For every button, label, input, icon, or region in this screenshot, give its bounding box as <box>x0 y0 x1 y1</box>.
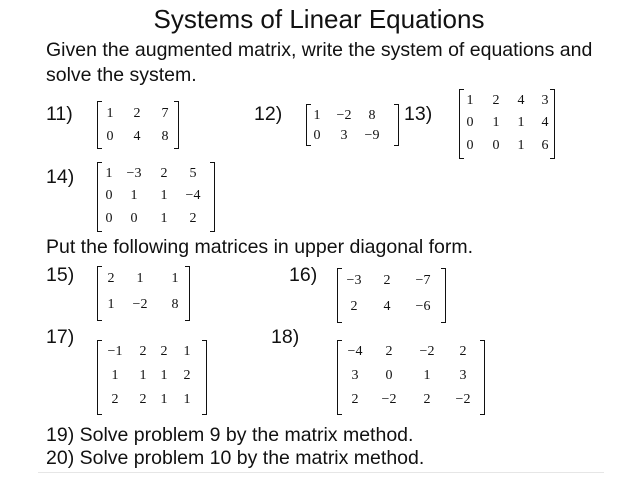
matrix-entry: 1 <box>160 392 168 407</box>
matrix-entry: 2 <box>351 392 359 407</box>
matrix-entry: 1 <box>517 115 525 130</box>
left-bracket <box>97 101 102 149</box>
matrix-entry: 2 <box>459 344 467 359</box>
matrix-entry: 1 <box>106 106 114 121</box>
left-bracket <box>97 340 102 415</box>
matrix-entry: 1 <box>105 166 113 181</box>
matrix-entry: 1 <box>466 93 474 108</box>
right-bracket <box>441 268 446 323</box>
section-heading: Put the following matrices in upper diagonal form. <box>46 236 474 258</box>
matrix-entry: 1 <box>517 138 525 153</box>
right-bracket <box>185 266 190 321</box>
matrix-entry: 1 <box>139 368 147 383</box>
matrix-entry: 4 <box>133 129 141 144</box>
right-bracket <box>174 101 179 149</box>
problem-13-label: 13) <box>404 103 433 125</box>
matrix-entry: 5 <box>189 166 197 181</box>
augmented-matrix-13 <box>459 89 555 159</box>
matrix-entry: 2 <box>183 368 191 383</box>
matrix-entry: 0 <box>106 129 114 144</box>
left-bracket <box>306 104 311 146</box>
matrix-entry: 4 <box>383 299 391 314</box>
problem-17-label: 17) <box>46 326 75 348</box>
matrix-entry: 1 <box>160 368 168 383</box>
matrix-entry: 2 <box>139 344 147 359</box>
augmented-matrix-14 <box>97 162 215 232</box>
matrix-entry: 0 <box>105 211 113 226</box>
matrix-entry: 2 <box>350 299 358 314</box>
matrix-entry: 2 <box>133 106 141 121</box>
right-bracket <box>480 340 485 415</box>
augmented-matrix-17 <box>97 340 207 415</box>
matrix-entry: −1 <box>107 344 123 359</box>
matrix-entry: −3 <box>126 166 142 181</box>
matrix-entry: 0 <box>105 188 113 203</box>
augmented-matrix-15 <box>97 266 190 321</box>
matrix-entry: −6 <box>415 299 431 314</box>
problem-11-label: 11) <box>46 103 73 125</box>
matrix-entry: 0 <box>385 368 393 383</box>
left-bracket <box>337 340 342 415</box>
matrix-entry: −2 <box>132 297 148 312</box>
instructions: Given the augmented matrix, write the system of equations and solve the system. <box>46 39 593 86</box>
footer-divider <box>38 472 604 473</box>
problem-15-label: 15) <box>46 264 75 286</box>
matrix-entry: 6 <box>541 138 549 153</box>
matrix-entry: 1 <box>160 211 168 226</box>
matrix-entry: −3 <box>346 273 362 288</box>
matrix-entry: 2 <box>139 392 147 407</box>
matrix-entry: 0 <box>313 128 321 143</box>
page-title: Systems of Linear Equations <box>153 4 485 34</box>
matrix-entry: 2 <box>385 344 393 359</box>
matrix-entry: 4 <box>517 93 525 108</box>
matrix-entry: 0 <box>130 211 138 226</box>
left-bracket <box>97 266 102 321</box>
matrix-entry: 1 <box>160 188 168 203</box>
matrix-entry: 2 <box>189 211 197 226</box>
matrix-entry: −4 <box>347 344 363 359</box>
augmented-matrix-18 <box>337 340 485 415</box>
matrix-entry: −2 <box>455 392 471 407</box>
matrix-entry: 1 <box>492 115 500 130</box>
right-bracket <box>550 89 555 159</box>
problem-19-text: 19) Solve problem 9 by the matrix method. <box>46 424 414 446</box>
problem-12-label: 12) <box>254 103 283 125</box>
matrix-entry: −9 <box>364 128 380 143</box>
matrix-entry: 1 <box>136 271 144 286</box>
matrix-entry: 7 <box>161 106 169 121</box>
left-bracket <box>97 162 102 232</box>
matrix-entry: 2 <box>111 392 119 407</box>
problem-14-label: 14) <box>46 166 75 188</box>
matrix-entry: 8 <box>368 108 376 123</box>
matrix-entry: 1 <box>313 108 321 123</box>
left-bracket <box>459 89 464 159</box>
matrix-entry: 2 <box>160 166 168 181</box>
matrix-entry: 2 <box>383 273 391 288</box>
matrix-entry: −2 <box>419 344 435 359</box>
matrix-entry: 2 <box>107 271 115 286</box>
matrix-entry: −7 <box>415 273 431 288</box>
right-bracket <box>394 104 399 146</box>
matrix-entry: 0 <box>466 115 474 130</box>
problem-16-label: 16) <box>289 264 318 286</box>
matrix-entry: −4 <box>185 188 201 203</box>
matrix-entry: 3 <box>541 93 549 108</box>
matrix-entry: 1 <box>130 188 138 203</box>
augmented-matrix-16 <box>337 268 446 323</box>
matrix-entry: 4 <box>541 115 549 130</box>
right-bracket <box>202 340 207 415</box>
matrix-entry: 1 <box>107 297 115 312</box>
matrix-entry: 1 <box>171 271 179 286</box>
matrix-entry: 8 <box>171 297 179 312</box>
matrix-entry: 2 <box>160 344 168 359</box>
matrix-entry: −2 <box>381 392 397 407</box>
left-bracket <box>337 268 342 323</box>
augmented-matrix-12 <box>306 104 399 146</box>
matrix-entry: 0 <box>466 138 474 153</box>
matrix-entry: 2 <box>492 93 500 108</box>
matrix-entry: −2 <box>336 108 352 123</box>
matrix-entry: 2 <box>423 392 431 407</box>
problem-18-label: 18) <box>271 326 300 348</box>
matrix-entry: 1 <box>111 368 119 383</box>
right-bracket <box>210 162 215 232</box>
augmented-matrix-11 <box>97 101 179 149</box>
matrix-entry: 1 <box>183 344 191 359</box>
matrix-entry: 1 <box>183 392 191 407</box>
matrix-entry: 3 <box>340 128 348 143</box>
problem-20-text: 20) Solve problem 10 by the matrix method. <box>46 447 425 469</box>
matrix-entry: 0 <box>492 138 500 153</box>
matrix-entry: 1 <box>423 368 431 383</box>
matrix-entry: 3 <box>351 368 359 383</box>
matrix-entry: 8 <box>161 129 169 144</box>
matrix-entry: 3 <box>459 368 467 383</box>
